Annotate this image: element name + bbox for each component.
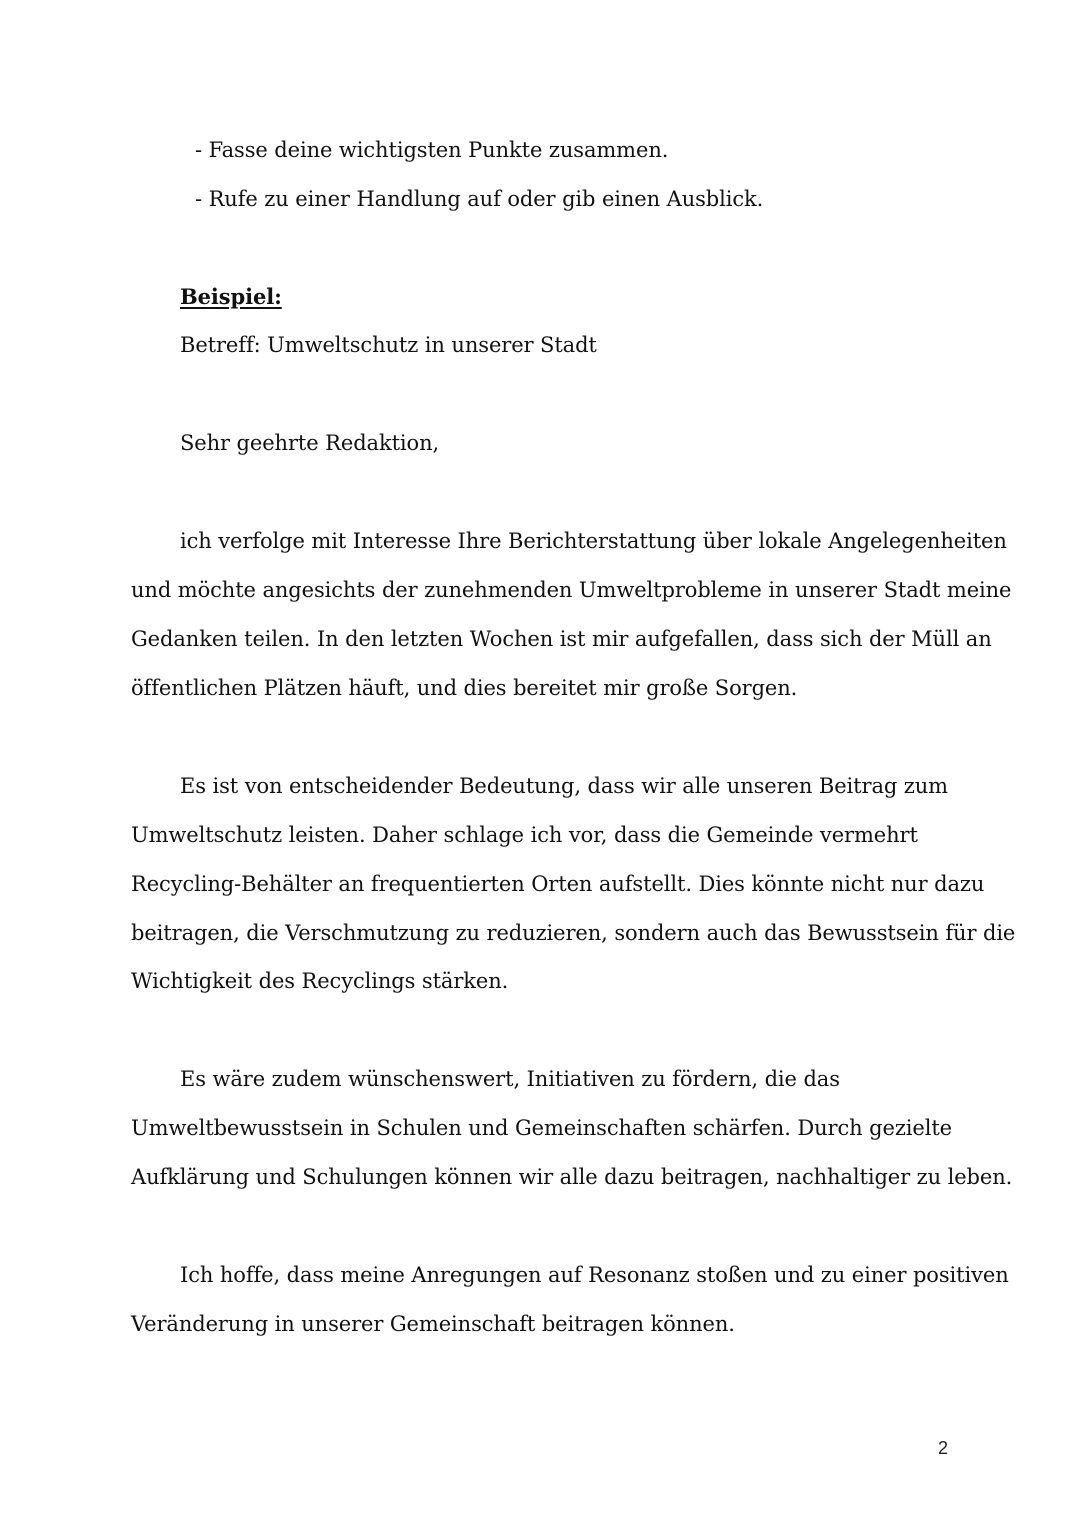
paragraph-2-line-3: Recycling-Behälter an frequentierten Orten aufstellt. Dies könnte nicht nur dazu [131, 872, 985, 896]
paragraph-3-line-1: Es wäre zudem wünschenswert, Initiativen zu fördern, die das [180, 1067, 840, 1091]
letter-subject: Betreff: Umweltschutz in unserer Stadt [180, 333, 597, 357]
paragraph-1-line-4: öffentlichen Plätzen häuft, und dies bereitet mir große Sorgen. [131, 676, 798, 700]
bullet-call-to-action: - Rufe zu einer Handlung auf oder gib einen Ausblick. [195, 187, 764, 211]
letter-salutation: Sehr geehrte Redaktion, [180, 431, 440, 455]
paragraph-1-line-2: und möchte angesichts der zunehmenden Umweltprobleme in unserer Stadt meine [131, 578, 1012, 602]
paragraph-4-line-2: Veränderung in unserer Gemeinschaft beitragen können. [131, 1312, 735, 1336]
paragraph-2-line-5: Wichtigkeit des Recyclings stärken. [131, 969, 509, 993]
paragraph-3-line-3: Aufklärung und Schulungen können wir alle dazu beitragen, nachhaltiger zu leben. [131, 1165, 1013, 1189]
paragraph-2-line-4: beitragen, die Verschmutzung zu reduzieren, sondern auch das Bewusstsein für die [131, 921, 1016, 945]
paragraph-4-line-1: Ich hoffe, dass meine Anregungen auf Resonanz stoßen und zu einer positiven [180, 1263, 1009, 1287]
bullet-summary: - Fasse deine wichtigsten Punkte zusammen. [195, 138, 669, 162]
paragraph-2-line-2: Umweltschutz leisten. Daher schlage ich vor, dass die Gemeinde vermehrt [131, 823, 918, 847]
example-heading: Beispiel: [180, 284, 282, 309]
paragraph-1-line-1: ich verfolge mit Interesse Ihre Berichterstattung über lokale Angelegenheiten [180, 529, 1007, 553]
paragraph-2-line-1: Es ist von entscheidender Bedeutung, dass wir alle unseren Beitrag zum [180, 774, 948, 798]
page-number: 2 [937, 1438, 948, 1458]
paragraph-3-line-2: Umweltbewusstsein in Schulen und Gemeinschaften schärfen. Durch gezielte [131, 1116, 953, 1140]
paragraph-1-line-3: Gedanken teilen. In den letzten Wochen ist mir aufgefallen, dass sich der Müll an [131, 627, 992, 651]
